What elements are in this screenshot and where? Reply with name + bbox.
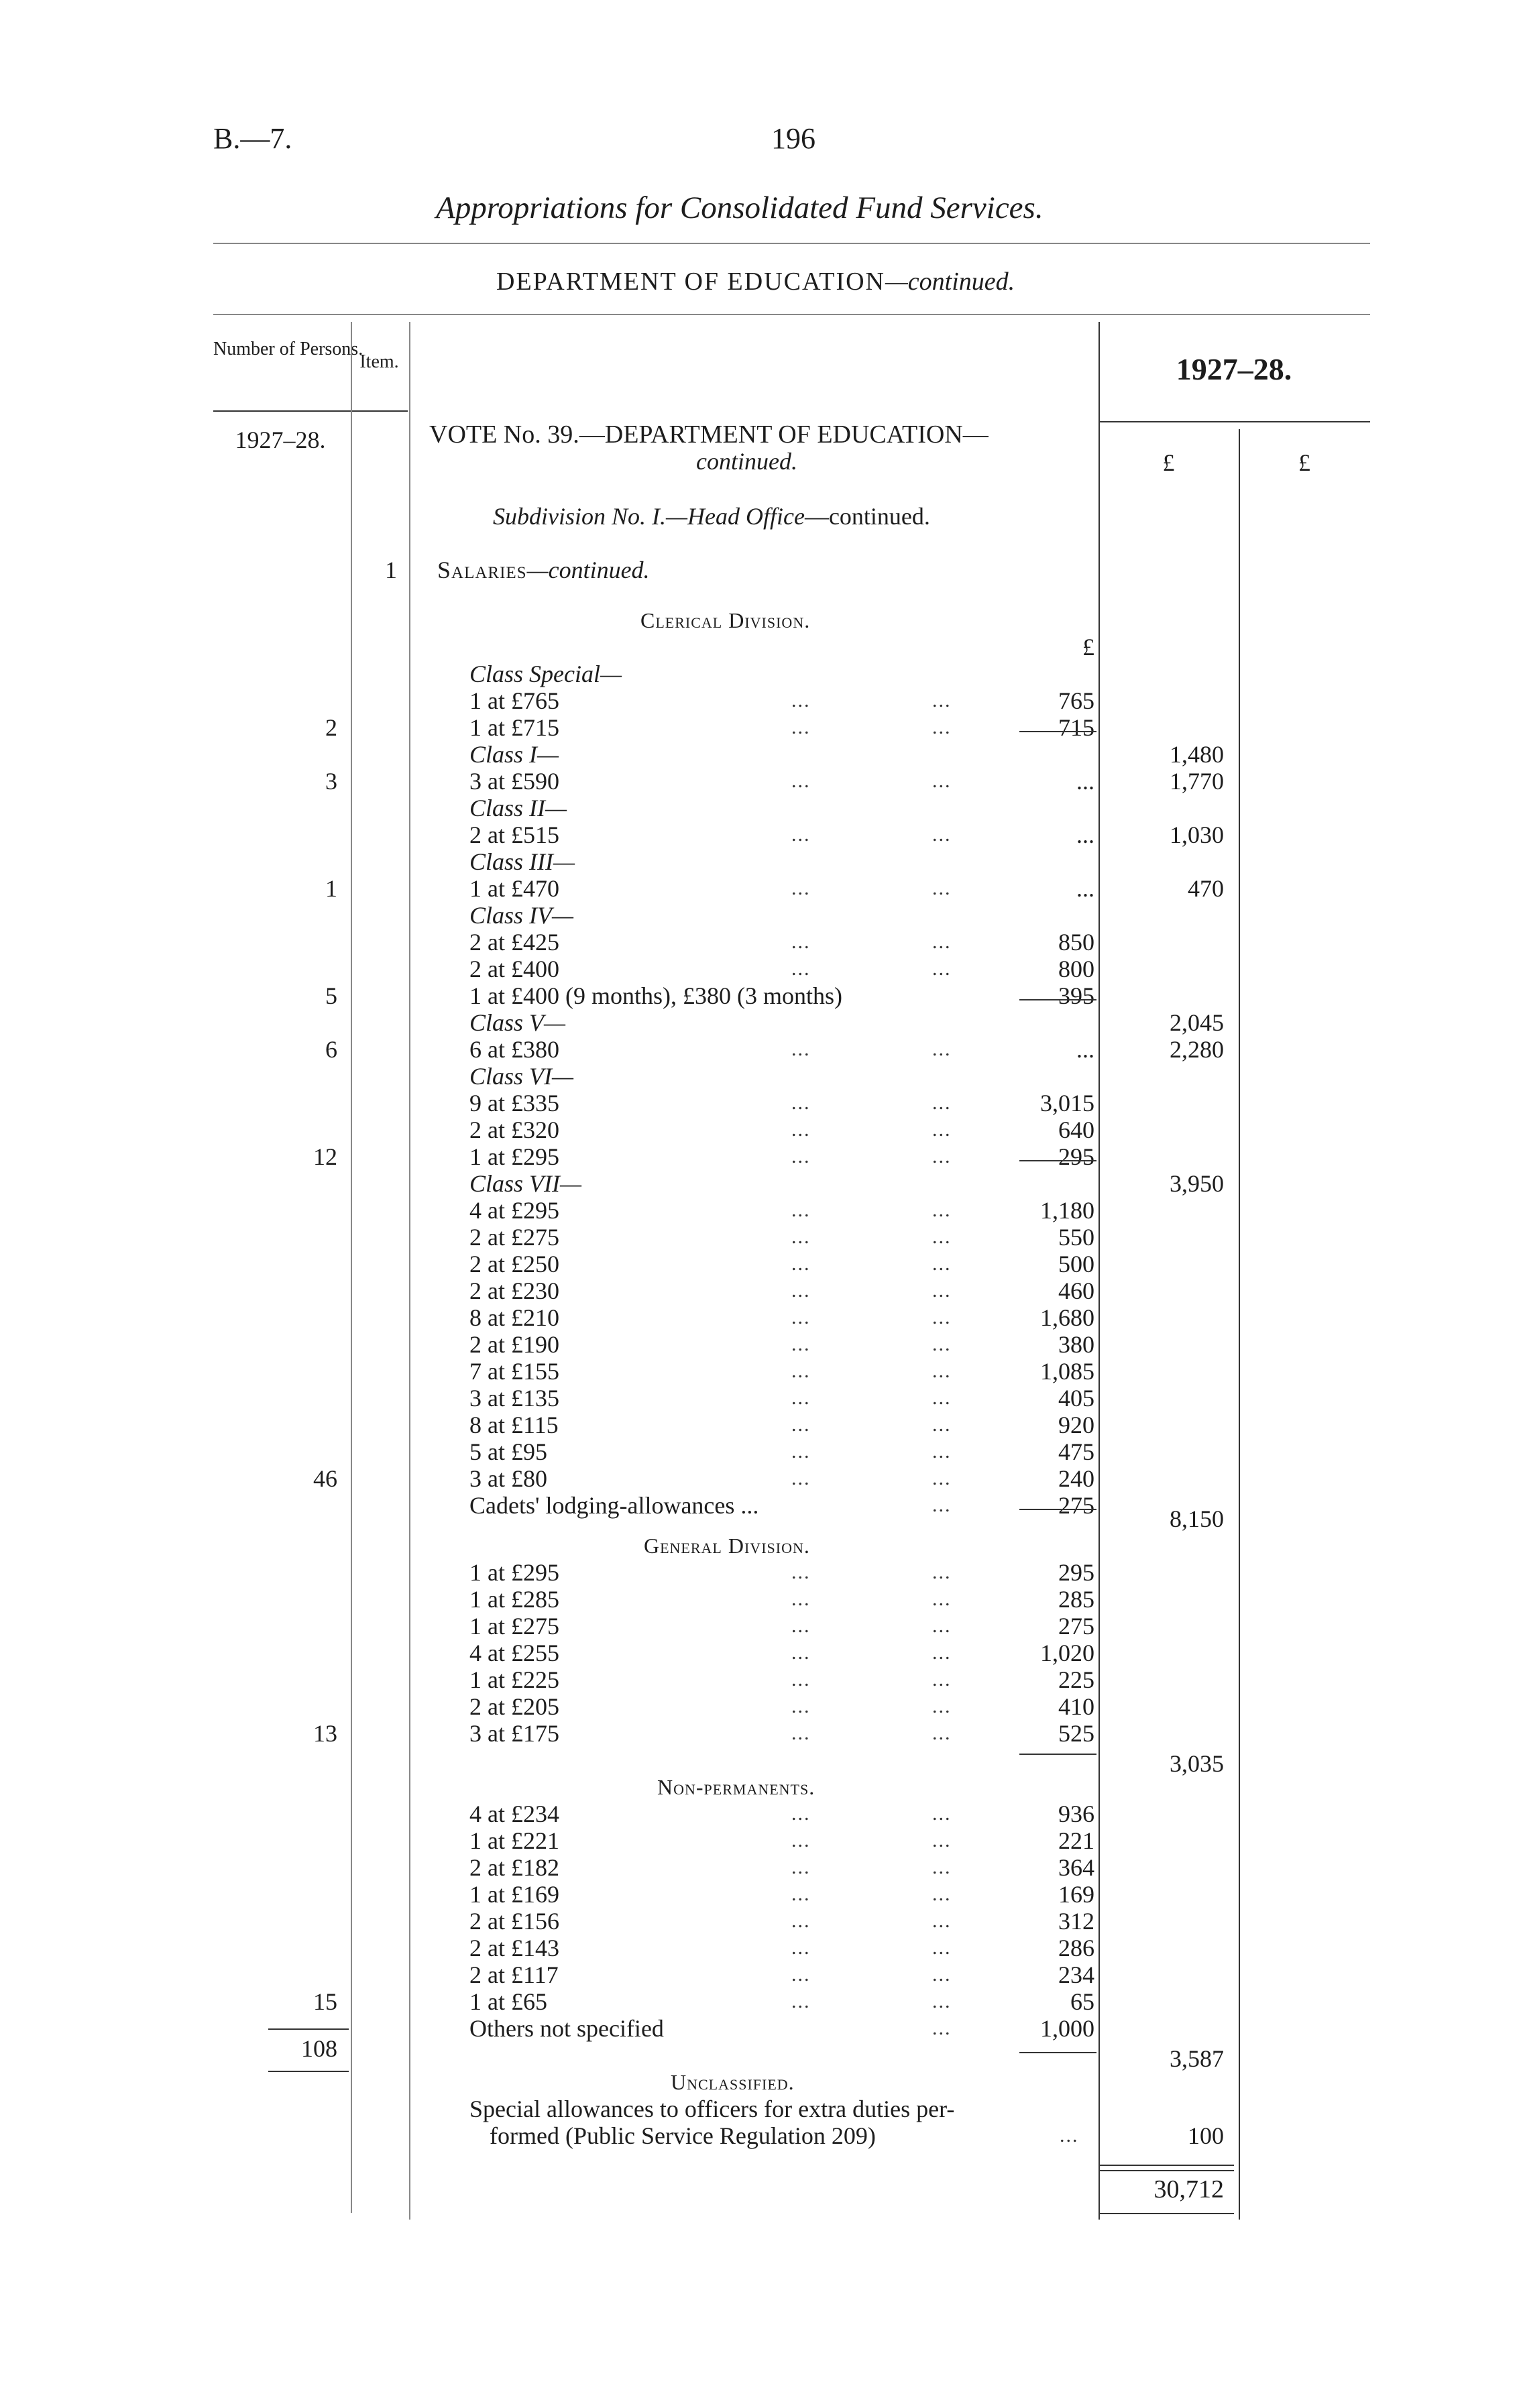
clerical-row-leader: ...	[932, 770, 952, 792]
general-row-leader: ...	[932, 1561, 952, 1583]
clerical-row-amount: 800	[1058, 956, 1094, 982]
general-row-leader: ...	[932, 1668, 952, 1690]
clerical-row-amount: 275	[1058, 1492, 1094, 1519]
clerical-row-leader: ...	[932, 823, 952, 846]
clerical-row-persons: 1	[325, 875, 337, 902]
clerical-row-amount: 920	[1058, 1412, 1094, 1438]
general-row-amount: 525	[1058, 1720, 1094, 1747]
clerical-row-leader: ...	[932, 1145, 952, 1167]
salaries-text: Salaries	[437, 557, 527, 583]
rule-text-amount	[1098, 322, 1100, 2220]
class-iv-rule	[1019, 999, 1096, 1000]
general-row-persons: 13	[313, 1720, 337, 1747]
clerical-row-leader: ...	[932, 1119, 952, 1141]
clerical-row-leader: ...	[932, 958, 952, 980]
general-row-amount: 410	[1058, 1693, 1094, 1720]
rule-persons-item	[351, 322, 352, 2213]
nonperm-row-label: 2 at £117	[469, 1961, 559, 1988]
clerical-row-persons: 12	[313, 1143, 337, 1170]
clerical-row-leader: ...	[932, 1440, 952, 1463]
clerical-row-label: 1 at £765	[469, 687, 559, 714]
clerical-row-leader: ...	[791, 689, 811, 711]
clerical-row-subtotal: 1,770	[1170, 768, 1224, 795]
department-rule	[213, 314, 1370, 315]
clerical-row-leader: ...	[791, 823, 811, 846]
clerical-row-persons: 46	[313, 1465, 337, 1492]
clerical-row-leader: ...	[791, 716, 811, 738]
clerical-row-amount: 1,085	[1040, 1358, 1094, 1385]
clerical-row-leader: ...	[932, 1092, 952, 1114]
general-row-leader: ...	[791, 1588, 811, 1610]
general-row-leader: ...	[932, 1588, 952, 1610]
nonperm-total: 3,587	[1170, 2045, 1224, 2072]
clerical-row-leader: ...	[932, 1279, 952, 1302]
clerical-row-label: 9 at £335	[469, 1090, 559, 1116]
general-row-leader: ...	[791, 1668, 811, 1690]
grand-total-rule-top-2	[1100, 2170, 1234, 2171]
nonperm-row-leader: ...	[791, 1937, 811, 1959]
grand-total-rule-bottom	[1100, 2213, 1234, 2214]
nonperm-row-label: Others not specified	[469, 2015, 664, 2042]
clerical-row-label: 6 at £380	[469, 1036, 559, 1063]
nonperm-row-leader: ...	[932, 1802, 952, 1825]
persons-header-text: Number of Persons.	[213, 339, 363, 359]
clerical-row-leader: ...	[791, 877, 811, 899]
nonperm-row-label: 2 at £182	[469, 1854, 559, 1881]
nonperm-row-leader: ...	[791, 1829, 811, 1851]
persons-total: 108	[301, 2035, 337, 2062]
nonperm-row-leader: ...	[932, 1910, 952, 1932]
nonperm-row-leader: ...	[932, 1829, 952, 1851]
clerical-row-persons: 3	[325, 768, 337, 795]
clerical-row-label: Cadets' lodging-allowances ...	[469, 1492, 759, 1519]
clerical-row-leader: ...	[791, 1360, 811, 1382]
general-row-amount: 275	[1058, 1613, 1094, 1640]
clerical-row-leader: ...	[791, 1467, 811, 1489]
nonperm-total-rule	[1019, 2052, 1096, 2053]
general-total: 3,035	[1170, 1750, 1224, 1777]
department-name: DEPARTMENT OF EDUCATION	[496, 268, 885, 296]
general-row-leader: ...	[791, 1722, 811, 1744]
clerical-row-amount: 405	[1058, 1385, 1094, 1412]
clerical-row-label: 3 at £590	[469, 768, 559, 795]
clerical-row-leader: ...	[791, 1119, 811, 1141]
clerical-row-label: 2 at £275	[469, 1224, 559, 1251]
general-row-amount: 225	[1058, 1666, 1094, 1693]
general-row-leader: ...	[791, 1561, 811, 1583]
clerical-row-label: 1 at £470	[469, 875, 559, 902]
subdivision-continued: —continued.	[804, 503, 930, 530]
page-ref: B.—7.	[213, 122, 292, 155]
nonperm-row-leader: ...	[932, 1937, 952, 1959]
vote-heading-continued: continued.	[696, 448, 797, 475]
persons-total-rule	[268, 2028, 349, 2030]
clerical-total-rule	[1019, 1509, 1096, 1510]
nonperm-row-amount: 286	[1058, 1935, 1094, 1961]
clerical-row-label: 8 at £210	[469, 1304, 559, 1331]
unclassified-amount: 100	[1188, 2122, 1224, 2149]
subdivision-heading	[493, 503, 930, 530]
clerical-row-amount: 380	[1058, 1331, 1094, 1358]
general-row-leader: ...	[932, 1615, 952, 1637]
clerical-row-amount: 460	[1058, 1277, 1094, 1304]
clerical-row-amount: 500	[1058, 1251, 1094, 1277]
nonperm-row-leader: ...	[791, 1856, 811, 1878]
clerical-row-leader: ...	[791, 1387, 811, 1409]
clerical-row-subtotal: 470	[1188, 875, 1224, 902]
clerical-row-amount: 1,180	[1040, 1197, 1094, 1224]
pound-symbol-2: £	[1298, 449, 1310, 476]
clerical-row-subtotal: 3,950	[1170, 1170, 1224, 1197]
salaries-heading	[437, 557, 650, 583]
salaries-continued: —continued.	[526, 557, 650, 583]
clerical-row-subtotal: 1,030	[1170, 821, 1224, 848]
clerical-row-label: 2 at £230	[469, 1277, 559, 1304]
clerical-row-leader: ...	[932, 1226, 952, 1248]
clerical-row-amount: 1,680	[1040, 1304, 1094, 1331]
general-row-leader: ...	[932, 1695, 952, 1717]
clerical-row-leader: ...	[932, 1494, 952, 1516]
rule-amount-total	[1239, 429, 1240, 2220]
nonperm-row-amount: 221	[1058, 1827, 1094, 1854]
clerical-row-amount: 850	[1058, 929, 1094, 956]
grand-total-rule-top	[1100, 2165, 1234, 2166]
clerical-pound: £	[1082, 634, 1094, 661]
general-row-leader: ...	[791, 1642, 811, 1664]
clerical-row-leader: ...	[791, 1333, 811, 1355]
clerical-row-leader: ...	[932, 1199, 952, 1221]
header-rule-left	[213, 410, 408, 412]
clerical-row-leader: ...	[932, 716, 952, 738]
nonperm-row-amount: 1,000	[1040, 2015, 1094, 2042]
clerical-row-leader: ...	[791, 1145, 811, 1167]
general-row-leader: ...	[791, 1695, 811, 1717]
clerical-row-label: 3 at £80	[469, 1465, 547, 1492]
nonperm-row-leader: ...	[791, 1963, 811, 1986]
clerical-row-amount: ...	[1076, 1036, 1094, 1063]
clerical-row-leader: ...	[932, 1467, 952, 1489]
class-vi-rule	[1019, 1160, 1096, 1161]
general-row-amount: 295	[1058, 1559, 1094, 1586]
general-row-label: 1 at £225	[469, 1666, 559, 1693]
nonperm-row-label: 2 at £143	[469, 1935, 559, 1961]
clerical-row-label: 1 at £715	[469, 714, 559, 741]
clerical-row-leader: ...	[791, 1199, 811, 1221]
grand-total: 30,712	[1153, 2175, 1224, 2203]
clerical-row-label: 4 at £295	[469, 1197, 559, 1224]
general-row-leader: ...	[932, 1722, 952, 1744]
clerical-row-leader: ...	[932, 1414, 952, 1436]
clerical-row-label: 5 at £95	[469, 1438, 547, 1465]
nonperm-row-label: 2 at £156	[469, 1908, 559, 1935]
general-row-label: 1 at £275	[469, 1613, 559, 1640]
clerical-row-leader: ...	[791, 1306, 811, 1328]
clerical-row-leader: ...	[932, 1333, 952, 1355]
column-header-year: 1927–28.	[1176, 352, 1292, 386]
subdivision-text: Subdivision No. I.—Head Office	[493, 503, 805, 530]
clerical-row-leader: ...	[791, 1440, 811, 1463]
clerical-row-leader: ...	[932, 689, 952, 711]
clerical-row-label: Class II—	[469, 795, 567, 821]
nonperm-row-label: 1 at £65	[469, 1988, 547, 2015]
persons-year: 1927–28.	[235, 426, 326, 453]
header-rule-right	[1100, 421, 1370, 422]
clerical-total: 8,150	[1170, 1505, 1224, 1532]
clerical-row-label: Class Special—	[469, 661, 622, 687]
item-number: 1	[385, 557, 397, 583]
clerical-row-amount: 765	[1058, 687, 1094, 714]
clerical-row-amount: 550	[1058, 1224, 1094, 1251]
clerical-heading: Clerical Division.	[640, 608, 811, 632]
department-continued: —continued.	[885, 268, 1015, 296]
nonperm-row-leader: ...	[932, 1883, 952, 1905]
clerical-row-amount: ...	[1076, 768, 1094, 795]
nonperm-row-leader: ...	[791, 1883, 811, 1905]
nonperm-heading: Non-permanents.	[657, 1775, 815, 1799]
clerical-row-label: 3 at £135	[469, 1385, 559, 1412]
clerical-row-leader: ...	[932, 877, 952, 899]
nonperm-row-amount: 65	[1070, 1988, 1094, 2015]
clerical-row-amount: 715	[1058, 714, 1094, 741]
nonperm-row-label: 1 at £221	[469, 1827, 559, 1854]
general-row-label: 1 at £295	[469, 1559, 559, 1586]
general-row-label: 3 at £175	[469, 1720, 559, 1747]
nonperm-row-amount: 364	[1058, 1854, 1094, 1881]
clerical-row-leader: ...	[791, 770, 811, 792]
clerical-row-subtotal: 1,480	[1170, 741, 1224, 768]
general-row-amount: 285	[1058, 1586, 1094, 1613]
general-row-label: 1 at £285	[469, 1586, 559, 1613]
clerical-row-label: 2 at £425	[469, 929, 559, 956]
unclassified-line-2: formed (Public Service Regulation 209)	[490, 2122, 876, 2149]
page-number: 196	[771, 122, 815, 155]
clerical-row-amount: ...	[1076, 821, 1094, 848]
vote-heading: VOTE No. 39.—DEPARTMENT OF EDUCATION—	[429, 420, 989, 449]
clerical-row-leader: ...	[932, 1253, 952, 1275]
nonperm-row-amount: 312	[1058, 1908, 1094, 1935]
clerical-row-label: Class I—	[469, 741, 559, 768]
general-row-amount: 1,020	[1040, 1640, 1094, 1666]
unclassified-heading: Unclassified.	[671, 2070, 795, 2094]
clerical-row-label: 2 at £400	[469, 956, 559, 982]
clerical-row-leader: ...	[791, 1038, 811, 1060]
title-rule	[213, 243, 1370, 244]
clerical-row-label: 7 at £155	[469, 1358, 559, 1385]
clerical-row-leader: ...	[791, 958, 811, 980]
clerical-row-leader: ...	[791, 1414, 811, 1436]
clerical-row-subtotal: 2,045	[1170, 1009, 1224, 1036]
nonperm-row-amount: 169	[1058, 1881, 1094, 1908]
general-row-leader: ...	[932, 1642, 952, 1664]
clerical-row-persons: 5	[325, 982, 337, 1009]
clerical-row-amount: ...	[1076, 875, 1094, 902]
clerical-row-label: 2 at £320	[469, 1116, 559, 1143]
nonperm-row-leader: ...	[791, 1802, 811, 1825]
clerical-row-leader: ...	[932, 1360, 952, 1382]
general-row-label: 4 at £255	[469, 1640, 559, 1666]
clerical-row-leader: ...	[932, 1306, 952, 1328]
clerical-row-persons: 2	[325, 714, 337, 741]
nonperm-row-label: 1 at £169	[469, 1881, 559, 1908]
clerical-row-amount: 640	[1058, 1116, 1094, 1143]
general-total-rule	[1019, 1754, 1096, 1755]
clerical-row-label: 2 at £190	[469, 1331, 559, 1358]
clerical-row-label: 2 at £515	[469, 821, 559, 848]
clerical-row-persons: 6	[325, 1036, 337, 1063]
clerical-row-leader: ...	[791, 1279, 811, 1302]
unclassified-leader: ...	[1060, 2124, 1079, 2146]
nonperm-row-label: 4 at £234	[469, 1800, 559, 1827]
clerical-row-label: Class V—	[469, 1009, 566, 1036]
nonperm-row-leader: ...	[932, 1963, 952, 1986]
column-header-persons	[213, 339, 363, 360]
clerical-row-amount: 3,015	[1040, 1090, 1094, 1116]
column-header-item: Item.	[359, 351, 399, 372]
clerical-row-label: 2 at £250	[469, 1251, 559, 1277]
general-row-label: 2 at £205	[469, 1693, 559, 1720]
clerical-row-label: Class III—	[469, 848, 575, 875]
persons-total-rule-bottom	[268, 2071, 349, 2072]
clerical-row-label: Class IV—	[469, 902, 574, 929]
clerical-row-leader: ...	[791, 931, 811, 953]
nonperm-row-leader: ...	[932, 2017, 952, 2039]
clerical-row-leader: ...	[932, 1038, 952, 1060]
clerical-row-label: 1 at £400 (9 months), £380 (3 months)	[469, 982, 842, 1009]
clerical-row-amount: 240	[1058, 1465, 1094, 1492]
clerical-row-leader: ...	[791, 1092, 811, 1114]
clerical-row-amount: 395	[1058, 982, 1094, 1009]
nonperm-row-amount: 234	[1058, 1961, 1094, 1988]
rule-item-text	[409, 322, 410, 2220]
clerical-row-amount: 295	[1058, 1143, 1094, 1170]
clerical-row-label: 8 at £115	[469, 1412, 559, 1438]
department-heading	[496, 267, 1015, 296]
clerical-row-subtotal: 2,280	[1170, 1036, 1224, 1063]
clerical-row-label: Class VII—	[469, 1170, 582, 1197]
general-row-leader: ...	[791, 1615, 811, 1637]
nonperm-row-leader: ...	[791, 1910, 811, 1932]
clerical-row-label: 1 at £295	[469, 1143, 559, 1170]
clerical-row-leader: ...	[932, 931, 952, 953]
nonperm-row-persons: 15	[313, 1988, 337, 2015]
clerical-row-leader: ...	[791, 1226, 811, 1248]
nonperm-row-leader: ...	[932, 1856, 952, 1878]
clerical-row-amount: 475	[1058, 1438, 1094, 1465]
general-heading: General Division.	[644, 1534, 810, 1558]
pound-symbol-1: £	[1162, 449, 1175, 476]
clerical-row-leader: ...	[791, 1253, 811, 1275]
nonperm-row-leader: ...	[791, 1990, 811, 2012]
clerical-row-label: Class VI—	[469, 1063, 574, 1090]
class-special-rule	[1019, 731, 1096, 732]
unclassified-line-1: Special allowances to officers for extra duties per-	[469, 2096, 955, 2122]
nonperm-row-amount: 936	[1058, 1800, 1094, 1827]
page-title: Appropriations for Consolidated Fund Services.	[436, 190, 1044, 225]
clerical-row-leader: ...	[932, 1387, 952, 1409]
nonperm-row-leader: ...	[932, 1990, 952, 2012]
